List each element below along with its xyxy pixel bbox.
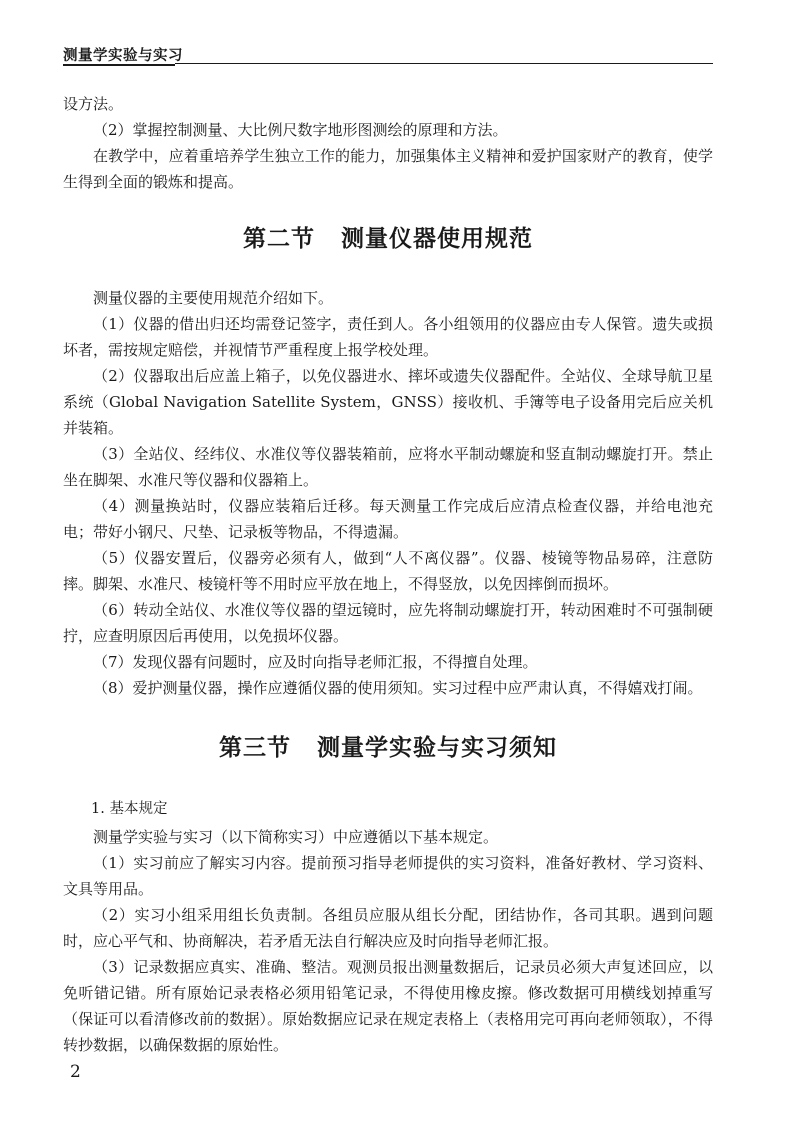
section-3-paragraph: （3）记录数据应真实、准确、整洁。观测员报出测量数据后，记录员必须大声复述回应，以免听错记错。所有原始记录表格必须用铅笔记录，不得使用橡皮擦。修改数据可用横线划掉重写（保证可以看清修改前的数据）。原始数据应记录在规定表格上（表格用完可再向老师领取），不得转抄数据，以确保数据的原始性。: [63, 958, 713, 1054]
intro-paragraph-2: （2）掌握控制测量、大比例尺数字地形图测绘的原理和方法。: [93, 121, 508, 139]
section-3-number: 第三节: [219, 735, 291, 761]
section-3-paragraph: （2）实习小组采用组长负责制。各组员应服从组长分配，团结协作，各司其职。遇到问题时，应心平气和、协商解决，若矛盾无法自行解决应及时向指导老师汇报。: [63, 906, 713, 950]
book-title: 测量学实验与实习: [63, 48, 183, 64]
section-2-heading: [63, 220, 713, 253]
section-2-paragraph: （3）全站仪、经纬仪、水准仪等仪器装箱前，应将水平制动螺旋和竖直制动螺旋打开。禁止坐在脚架、水准尺等仪器和仪器箱上。: [63, 445, 713, 489]
section-2-paragraph: （5）仪器安置后，仪器旁必须有人，做到“人不离仪器”。仪器、棱镜等物品易碎，注意防摔。脚架、水准尺、棱镜杆等不用时应平放在地上，不得竖放，以免因摔倒而损坏。: [63, 549, 713, 593]
section-2-paragraph: （7）发现仪器有问题时，应及时向指导老师汇报，不得擅自处理。: [93, 653, 538, 671]
section-2-paragraph: （1）仪器的借出归还均需登记签字，责任到人。各小组领用的仪器应由专人保管。遗失或损坏者，需按规定赔偿，并视情节严重程度上报学校处理。: [63, 315, 713, 359]
subheading-basic-rules: 1. 基本规定: [91, 801, 168, 817]
section-2-paragraph: （8）爱护测量仪器，操作应遵循仪器的使用须知。实习过程中应严肃认真，不得嬉戏打闹。: [93, 679, 703, 697]
intro-paragraph-3: 在教学中，应着重培养学生独立工作的能力，加强集体主义精神和爱护国家财产的教育，使学生得到全面的锻炼和提高。: [63, 147, 713, 191]
section-2-paragraph: 测量仪器的主要使用规范介绍如下。: [93, 289, 334, 307]
page-body: [63, 91, 713, 1058]
section-3-title: 测量学实验与实习须知: [317, 735, 557, 761]
section-2-number: 第二节: [243, 226, 315, 252]
section-3-paragraph: （1）实习前应了解实习内容。提前预习指导老师提供的实习资料，准备好教材、学习资料、文具等用品。: [63, 854, 713, 898]
section-3-paragraph: 测量学实验与实习（以下简称实习）中应遵循以下基本规定。: [93, 828, 499, 846]
section-3-heading: [63, 729, 713, 762]
header-rule: [175, 63, 713, 64]
section-2-paragraph: （6）转动全站仪、水准仪等仪器的望远镜时，应先将制动螺旋打开，转动困难时不可强制硬拧，应查明原因后再使用，以免损坏仪器。: [63, 601, 713, 645]
intro-paragraph-1: 设方法。: [63, 95, 124, 113]
section-2-title: 测量仪器使用规范: [341, 226, 533, 252]
running-header: [63, 42, 713, 66]
section-2-paragraph: （4）测量换站时，仪器应装箱后迁移。每天测量工作完成后应清点检查仪器，并给电池充电；带好小钢尺、尺垫、记录板等物品，不得遗漏。: [63, 497, 713, 541]
section-2-paragraph: （2）仪器取出后应盖上箱子，以免仪器进水、摔坏或遗失仪器配件。全站仪、全球导航卫星系统（Global Navigation Satellite System，GNSS）接收机、手簿等电子设备用完后应关机并装箱。: [63, 367, 713, 437]
page-number: 2: [70, 1062, 81, 1082]
